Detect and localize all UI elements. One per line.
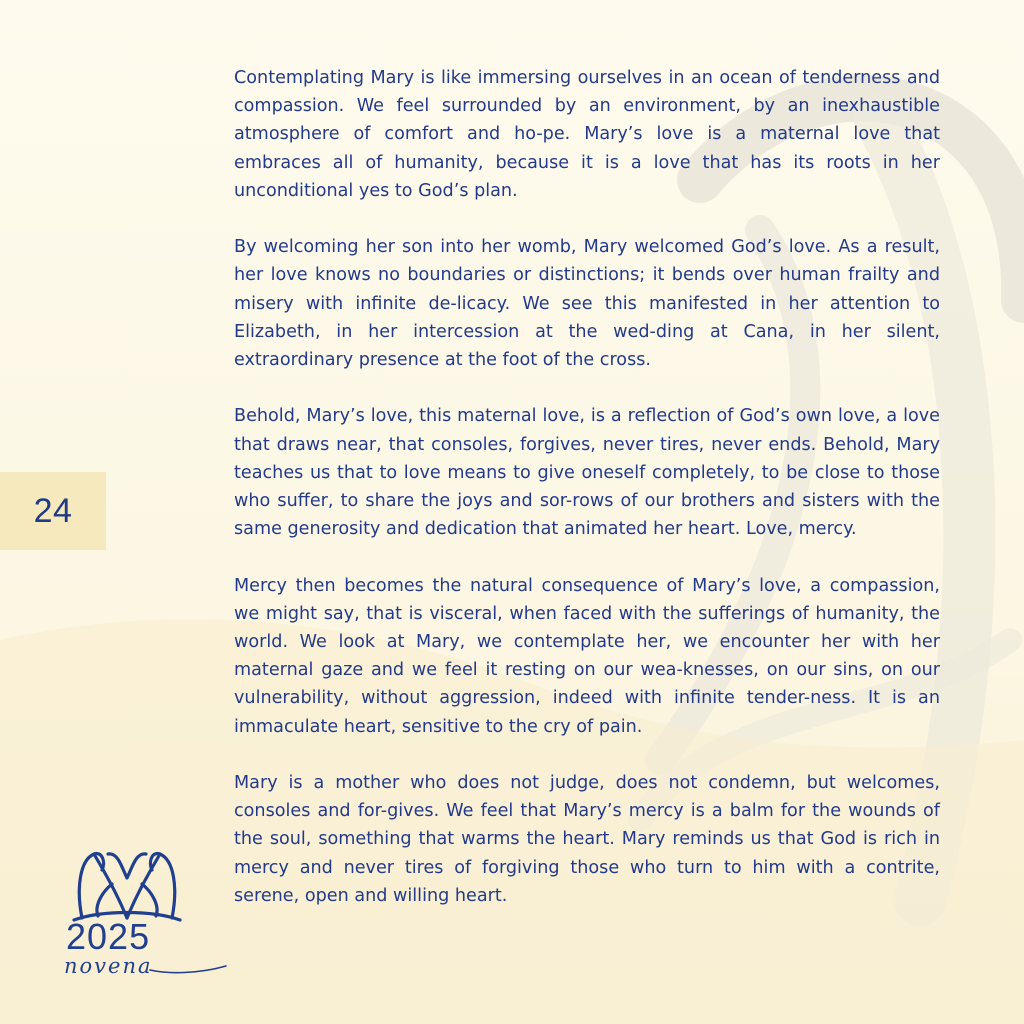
paragraph: Behold, Mary’s love, this maternal love, is a reflection of God’s own love, a love that draws near, that consoles, forgives, never tires, never ends. Behold, Mary teaches us that to love means to give oneself completely, to be close to those who suffer, to share the joys and sor-rows of our brothers and sisters with the same generosity and dedication that animated her heart. Love, mercy.: [234, 406, 940, 540]
logo-word: novena: [64, 954, 153, 978]
paragraph: Mercy then becomes the natural consequence of Mary’s love, a compassion, we might say, that is visceral, when faced with the sufferings of humanity, the world. We look at Mary, we contemplate her, we encounter her with her maternal gaze and we feel it resting on our wea-knesses, on our sins, on our vulnerability, without aggression, indeed with infinite tender-ness. It is an immaculate heart, sensitive to the cry of pain.: [234, 575, 940, 737]
paragraph: Contemplating Mary is like immersing ourselves in an ocean of tenderness and compassion. We feel surrounded by an environment, by an inexhaustible atmosphere of comfort and ho-pe. Mary’s love is a maternal love that embraces all of humanity, because it is a love that has its roots in her unconditional yes to God’s plan.: [234, 68, 940, 201]
page-number: 24: [33, 491, 73, 530]
novena-logo: [56, 848, 226, 980]
logo-flourish-icon: [148, 960, 228, 976]
body-text: [234, 64, 940, 938]
logo-year: 2025: [66, 916, 151, 957]
page-number-tab: [0, 472, 106, 550]
paragraph: Mary is a mother who does not judge, does not condemn, but welcomes, consoles and for-gives. We feel that Mary’s mercy is a balm for the wounds of the soul, something that warms the heart. Mary reminds us that God is rich in mercy and never tires of forgiving those who turn to him with a contrite, serene, open and willing heart.: [234, 773, 940, 906]
marian-monogram-icon: [72, 848, 182, 924]
paragraph: By welcoming her son into her womb, Mary welcomed God’s love. As a result, her love knows no boundaries or distinctions; it bends over human frailty and misery with infinite de-licacy. We see this manifested in her attention to Elizabeth, in her intercession at the wed-ding at Cana, in her silent, extraordinary presence at the foot of the cross.: [234, 237, 940, 371]
